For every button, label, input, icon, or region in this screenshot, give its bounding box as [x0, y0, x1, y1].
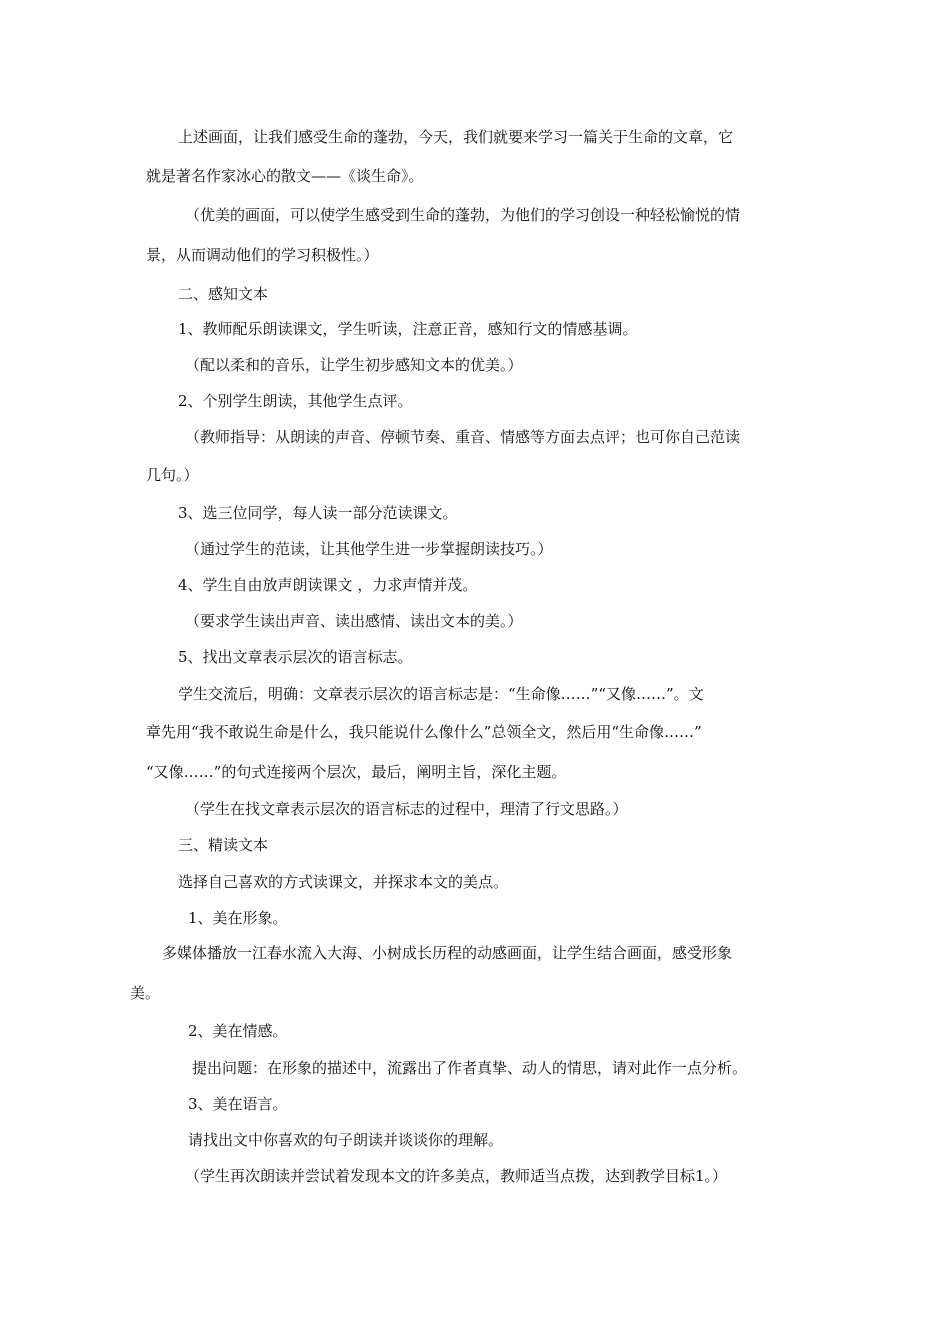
note-intro-line-1: （优美的画面，可以使学生感受到生命的蓬勃，为他们的学习创设一种轻松愉悦的情	[185, 206, 741, 224]
step-5-answer-line-3: “又像……”的句式连接两个层次，最后，阐明主旨，深化主题。	[146, 763, 567, 781]
paragraph-intro-line-2: 就是著名作家冰心的散文——《谈生命》。	[146, 167, 424, 185]
note-step-3: （通过学生的范读，让其他学生进一步掌握朗读技巧。）	[185, 540, 553, 558]
step-5-answer-line-2: 章先用“我不敢说生命是什么，我只能说什么像什么”总领全文，然后用“生命像……”	[146, 723, 702, 741]
step-1: 1、教师配乐朗读课文，学生听读，注意正音，感知行文的情感基调。	[178, 320, 638, 338]
note-intro-line-2: 景，从而调动他们的学习积极性。）	[146, 246, 379, 264]
step-4: 4、学生自由放声朗读课文 ，力求声情并茂。	[178, 576, 478, 594]
paragraph-intro-line-1: 上述画面，让我们感受生命的蓬勃，今天，我们就要来学习一篇关于生命的文章，它	[178, 128, 734, 146]
point-1-body-line-1: 多媒体播放一江春水流入大海、小树成长历程的动感画面，让学生结合画面，感受形象	[162, 944, 733, 962]
step-5: 5、找出文章表示层次的语言标志。	[178, 648, 413, 666]
step-3: 3、选三位同学，每人读一部分范读课文。	[178, 504, 458, 522]
note-step-2-line-2: 几句。）	[146, 466, 199, 484]
section-3-intro: 选择自己喜欢的方式读课文，并探求本文的美点。	[178, 873, 509, 891]
section-heading-2: 二、感知文本	[178, 285, 269, 303]
note-section-3: （学生再次朗读并尝试着发现本文的许多美点，教师适当点拨，达到教学目标1。）	[185, 1167, 728, 1185]
point-3-heading: 3、美在语言。	[188, 1095, 288, 1113]
point-1-heading: 1、美在形象。	[188, 909, 288, 927]
point-2-body: 提出问题：在形象的描述中，流露出了作者真挚、动人的情思，请对此作一点分析。	[192, 1059, 748, 1077]
section-heading-3: 三、精读文本	[178, 836, 269, 854]
note-step-4: （要求学生读出声音、读出感情、读出文本的美。）	[185, 612, 523, 630]
point-3-body: 请找出文中你喜欢的句子朗读并谈谈你的理解。	[188, 1131, 504, 1149]
step-5-answer-line-1: 学生交流后，明确：文章表示层次的语言标志是：“生命像……”“又像……”。文	[178, 685, 704, 703]
note-step-2-line-1: （教师指导：从朗读的声音、停顿节奏、重音、情感等方面去点评；也可你自己范读	[185, 428, 741, 446]
note-step-1: （配以柔和的音乐，让学生初步感知文本的优美。）	[185, 356, 523, 374]
note-step-5: （学生在找文章表示层次的语言标志的过程中，理清了行文思路。）	[185, 800, 628, 818]
point-1-body-line-2: 美。	[130, 984, 161, 1002]
step-2: 2、个别学生朗读，其他学生点评。	[178, 392, 413, 410]
point-2-heading: 2、美在情感。	[188, 1022, 288, 1040]
